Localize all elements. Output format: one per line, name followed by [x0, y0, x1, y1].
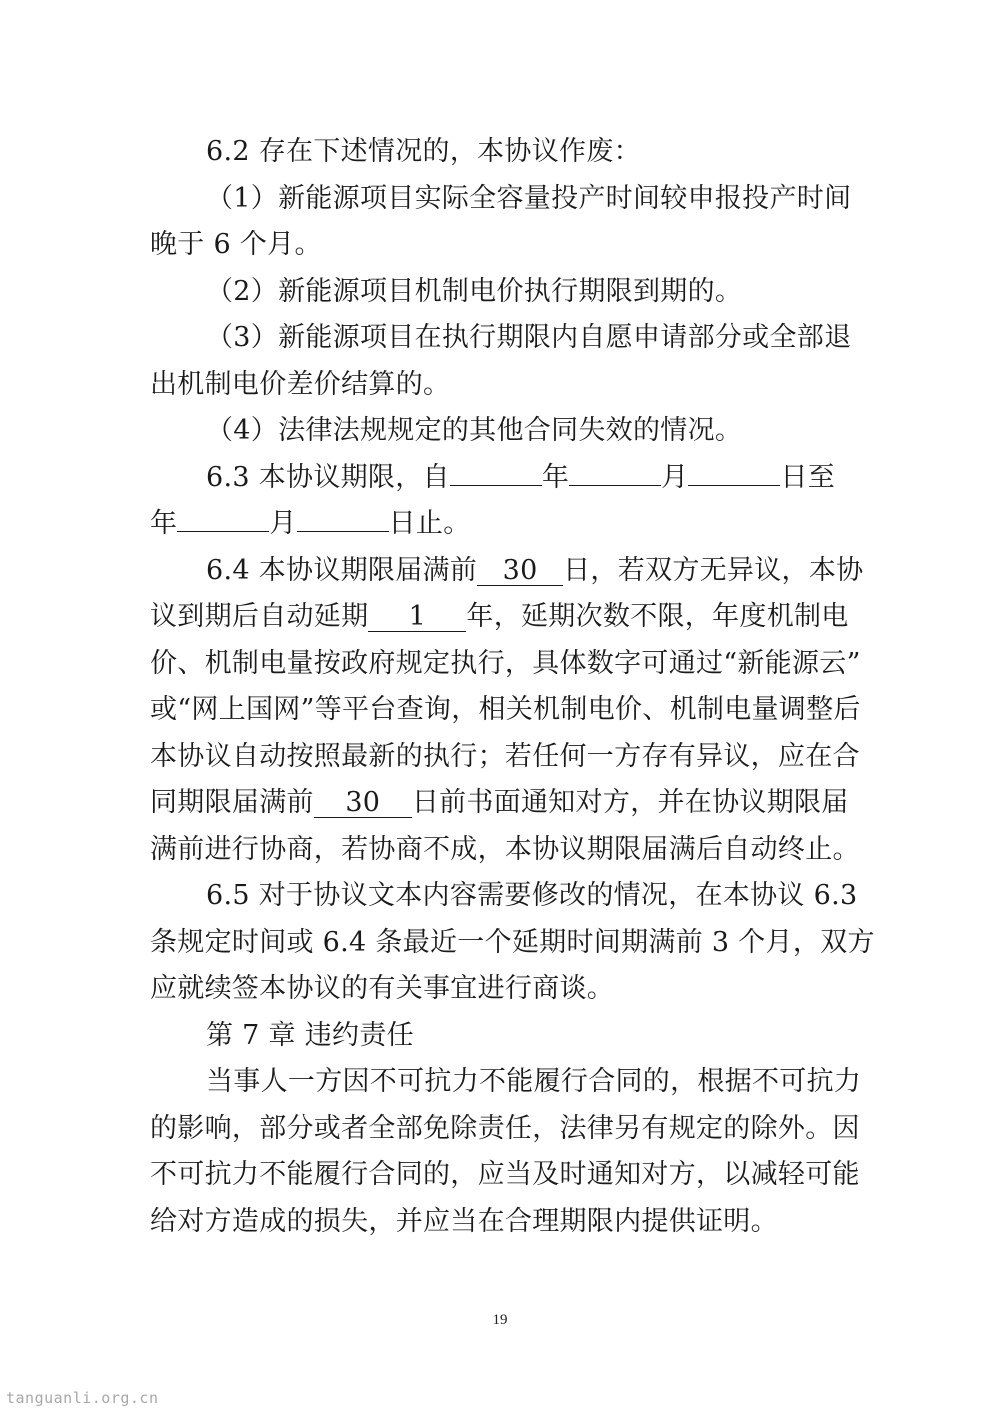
- clause-6-4-line-7: 满前进行协商，若协商不成，本协议期限届满后自动终止。: [150, 833, 860, 865]
- month-label: 月: [269, 508, 297, 539]
- clause-6-5-line-1: 6.5 对于协议文本内容需要修改的情况，在本协议 6.3: [206, 880, 858, 911]
- end-month-blank: [297, 505, 389, 532]
- year-label: 年: [150, 508, 178, 539]
- clause-6-2-item-3: （3）新能源项目在执行期限内自愿申请部分或全部退: [206, 322, 852, 353]
- clause-6-2-item-1-cont: 晚于 6 个月。: [150, 229, 322, 260]
- clause-6-4-line-1: [150, 548, 864, 595]
- clause-6-4-line-3: 价、机制电量按政府规定执行，具体数字可通过“新能源云”: [150, 647, 861, 679]
- clause-6-3-line-1: [150, 455, 850, 502]
- end-year-blank: [177, 505, 269, 532]
- chapter-7-line-3: 不可抗力不能履行合同的，应当及时通知对方，以减轻可能: [150, 1159, 860, 1190]
- day-to-label: 日至: [780, 461, 836, 493]
- clause-6-4-text: 6.4 本协议期限届满前: [206, 554, 478, 586]
- start-month-blank: [569, 459, 661, 486]
- clause-6-2-heading: 6.2 存在下述情况的，本协议作废：: [206, 136, 641, 167]
- start-year-blank: [450, 459, 542, 486]
- clause-6-5-line-3: 应就续签本协议的有关事宜进行商谈。: [150, 973, 615, 1004]
- watermark-text: tanguanli.org.cn: [6, 1389, 159, 1407]
- chapter-7-line-2: 的影响，部分或者全部免除责任，法律另有规定的除外。因: [150, 1112, 860, 1144]
- document-body: [150, 129, 875, 1245]
- clause-6-4-text: 议到期后自动延期: [150, 601, 369, 632]
- month-label: 月: [661, 461, 689, 493]
- clause-6-4-text: 同期限届满前: [150, 787, 314, 818]
- chapter-7-heading: 第 7 章 违约责任: [206, 1019, 414, 1051]
- clause-6-4-line-6: [150, 780, 850, 827]
- clause-6-4-text: 日前书面通知对方，并在协议期限届: [411, 787, 849, 818]
- clause-6-4-line-4: 或“网上国网”等平台查询，相关机制电价、机制电量调整后: [150, 694, 861, 725]
- chapter-7-line-1: 当事人一方因不可抗力不能履行合同的，根据不可抗力: [206, 1066, 862, 1097]
- clause-6-2-item-3-cont: 出机制电价差价结算的。: [150, 368, 451, 400]
- clause-6-4-line-2: [150, 594, 850, 641]
- clause-6-2-item-2: （2）新能源项目机制电价执行期限到期的。: [206, 275, 743, 307]
- page-number: 19: [492, 1312, 508, 1328]
- clause-6-4-text: 年，延期次数不限，年度机制电: [466, 601, 849, 632]
- notice-days-value: 30: [314, 789, 412, 818]
- extension-years-value: 1: [368, 603, 466, 632]
- clause-6-4-text: 日，若双方无异议，本协: [563, 554, 864, 586]
- clause-6-5-line-2: 条规定时间或 6.4 条最近一个延期时间期满前 3 个月，双方: [150, 926, 875, 958]
- clause-6-3-text: 6.3 本协议期限，自: [206, 461, 450, 493]
- clause-6-4-line-5: 本协议自动按照最新的执行；若任何一方存有异议，应在合: [150, 740, 860, 772]
- year-label: 年: [541, 461, 570, 493]
- expiry-days-value: 30: [477, 557, 563, 586]
- day-end-label: 日止。: [388, 508, 471, 539]
- clause-6-2-item-4: （4）法律法规规定的其他合同失效的情况。: [206, 415, 743, 446]
- chapter-7-line-4: 给对方造成的损失，并应当在合理期限内提供证明。: [150, 1205, 778, 1237]
- clause-6-3-line-2: [150, 501, 850, 548]
- start-day-blank: [688, 459, 780, 486]
- clause-6-2-item-1: （1）新能源项目实际全容量投产时间较申报投产时间: [206, 182, 852, 214]
